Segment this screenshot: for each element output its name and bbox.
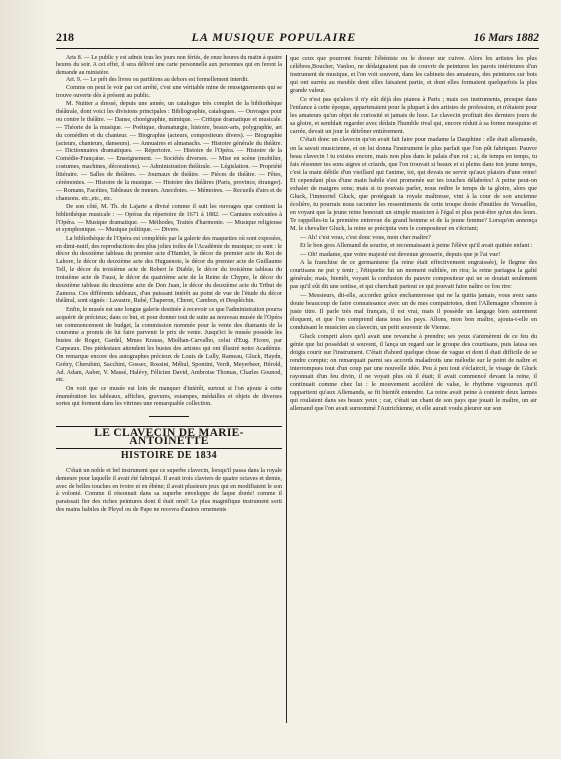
right-column [290,55,537,413]
paragraph: On voit que ce musée est loin de manquer d'intérêt, surtout si l'on ajoute à cette énumération les tableaux, affiches, gravures, estampes, médailles et objets de diverses sortes qui forment dans les vitrines une remarquable collection. [56,385,282,408]
article-8: Arts 8. — Le public y est admis tous les jours non fériés, de onze heures du matin à quatre heures du soir. A cet effet, il sera délivré une carte personnelle aux personnes qui en feront la demande au ministère. [56,55,282,76]
section-separator [149,416,189,417]
paragraph: La bibliothèque de l'Opéra est complétée par la galerie des maquettes où sont exposées, en dimi-nutif, des reproductions des plus jolies toiles de l'Académie de musique; ce sont : le décor du deuxième tableau du premier acte d'Hamlet, le décor du premier acte du Roi de Lahore, le décor du deuxième acte des Huguenots, le décor du premier acte de Guillaume Tell, le décor du troisième acte de Robert le Diable, le décor du troisième tableau du troisième acte de Faust, le décor du quatrième acte de la Reine de Chypre, le décor du deuxième tableau du deuxième acte de Don Juan, le décor du deuxième acte du Tribut de Zamora. Ces différents tableaux, d'un puissant intérêt au point de vue de l'étude du décor théâtral, sont signés : Lavastre, Rubé, Chaperon, Cheret, Cambon, et Despléchin. [56,235,282,305]
paragraph: — Ah! c'est vous, c'est donc vous, mon cher maître? [300,233,431,241]
paragraph: Gluck comprit alors qu'il avait une revanche à prendre; ses yeux s'animèrent de ce feu du génie que lui possédait si souvent, il lança un regard sur le groupe des courtisans, puis laissa ses doigts courir sur l'instrument. C'était d'abord quelque chose de vague et dont il était difficile de se rendre compte; on remarquait parmi ses accords maladroits une mélodie sur le point de naître et interrompues tout d'un coup par une nouvelle idée. Peu à peu tout s'éclaircit, le visage de Gluck rayonnait d'un feu divin, il ne voyait plus où il était; il avait commencé devant la reine, il continuait comme chez lui : le mouvement accéléré de valse, le rhythme vigoureux qu'il rappartient qu'aux Allemands, se fit bientôt entendre. La reine avait peine à contenir deux larmes qui roulaient dans ses beaux yeux ; car, c'était un chant de son pays que jouait le maître, un air allemand que l'on avait surnommé l'Autrichienne, et elle aurait voulu pleurer sur son [290,332,537,413]
header-rule [56,48,539,49]
paragraph: que ceux que pourront fournir l'ébéniste ou le doreur sur cuivre. Alors les artistes les plus célèbres,Boucher, Vanloo, ne dédaignaient pas de couvrir de peintures les parois intérieures d'un instrument de musique, et l'on voit souvent, dans les cabinets des amateurs, des peintures sur bois qui ont surréu au meuble dont elles faisaient partie, et dont elles formaient quelquefois la plus grande valeur. [290,55,537,95]
journal-title: LA MUSIQUE POPULAIRE [191,30,357,44]
page-number: 218 [56,30,74,44]
paragraph: Et le bon gros Allemand de sourire, et reconnaissant à peine l'élève qu'il avait quittée enfant : [300,242,533,250]
paragraph: Comme on peut le voir par cet arrêté, c'est une véritable mine de renseignements qui se trouve ouverte dès à présent au public. [56,85,282,100]
left-column [56,55,282,515]
paragraph: A la franchise de ce germanisme (la reine était effectivement engraissée), le flegme des courtisans ne put y tenir ; l'étiquette fut un moment oubliée, on rira; la reine partagea la gaîté générale; mais, bientôt, voyant la confusion du pauvre compositeur qui ne se doutait seulement pas qu'il eût dit une sottise, et qui cherchait partout ce qui pouvait faire naître ce fou rire: [290,259,537,291]
article-9: Art. 9. — Le prêt des livres ou partitions au dehors est formellement interdit. [66,77,249,84]
paragraph: C'était un noble et bel instrument que ce superbe clavecin, lorsqu'il passa dans la royale demeure pour laquelle il avait été fabriqué. Il avait trois claviers de quatre octaves et demie, avec de belles touches en ivoire et en ébène; il avait plusieurs jeux qui en modifiaient le son à volonté. Comme il résonnait dans sa superbe enveloppe de laque dorée! comme il paraissait fier des riches peintures dont il était orné! Le plus magnifique instrument sorti des mains habiles de Pleyel ou de Pape ne recevra d'autres ornements [56,467,282,514]
issue-date: 16 Mars 1882 [473,32,539,44]
article-title: LE CLAVECIN DE MARIE-ANTOINETTE [56,426,282,449]
paragraph: De son côté, M. Th. de Lajarte a divisé comme il suit les ouvrages que contient la bibliothèque musicale : — Opéras du répertoire de 1671 à 1882. — Cantates exécutées à l'Opéra. — Musique dramatique. — Méthodes, Traités d'harmonie. — Musique religieuse et symphonique. — Musique politique. — Divers. [56,203,282,234]
article-subtitle: HISTOIRE DE 1834 [120,449,218,461]
column-divider [286,55,287,723]
paragraph: Ce n'est pas qu'alors il n'y eût déjà des pianos à Paris ; mais ces instruments, presque dans l'enfance à cette époque, appartenaient pour la plupart à des artistes de profession, et n'étaient pour les amateurs qu'un objet de curiosité et jamais de luxe. Le clavecin profitait des derniers jours de sa gloire, et semblait regarder avec dédain l'humble rival qui, encore réduit à sa forme mesquine et carrée, devait un jour le détrôner entièrement. [290,95,537,135]
paragraph: — Oh! madame, que votre majesté est devenue grosserie, depuis que je l'ai vue! [300,250,501,258]
paragraph: Enfin, le musée est une longue galerie destinée à recevoir ce que l'administration pourra acquérir de précieux; dans ce but, et pour donner tout de suite au nouveau musée de l'Opéra un commencement de budget, la commission nommée pour la vente des diamants de la couronne a promis de lui faire parvenir le prix de vente. Jusqu'ici le musée possède les bustes de Roger, Gardel, Mmes Krauss, Miolhan-Carvalho, celui d'Eug. Ficore, par Carpeaux. Des piédestaux attendent les bustes des artistes qui ont illustré notre Académie. On remarque encore des autographes précieux de Louis de Lully, Rameau, Gluck, Haydn, Grétry, Cherubini, Sacchini, Gossec, Rossini, Méhul, Spontini, Verdi, Meyerbeer, Hérold, Ad. Adam, Auber, V. Massé, Halévy, Félicien David, Ambroise Thomas, Charles Gounod, etc. [56,306,282,384]
page-shadow [0,0,52,759]
paragraph: — Messieurs, dit-elle, accordez grâce enchanteresse qui ne la quitta jamais, vous avez sans doute beaucoup de faire connaissance avec un de mes compatriotes, dont l'Allemagne s'honore à juste titre. Il parle très mal français, il est vrai, mais il possède un langage bien autrement éloquent, et que l'on comprend dans tous les pays. Allons, mon bon maître, ajouta-t-elle en conduisant le musicien au clavecin, un petit souvenir de Vienne. [290,291,537,332]
paragraph: C'était donc un clavecin qu'on avait fait faire pour madame la Dauphine : elle était allemande, on la savait musicienne, et on lui donna l'instrument le plus parfait que l'on pût fabriquer. Pauvre beau clavecin ! tu existes encore, mais non plus dans le palais d'un roi ; si, de temps en temps, tu fais résonner tes sons aigres et criards, que l'on trouvait si beaux et si pleins dans ton jeune temps, c'est la main débile d'un vieillard qui t'anime, toi, qui devais ne servir qu'aux plaisirs d'une reine! Et cependant plus d'une main habile s'est promenée sur tes touches délabrées! A peine peut-on exhaler de maigres sons; mais si tu pouvais parler, nous redire le temps de ta gloire, alors que Gluck, l'immortel Gluck, que protégeait ta royale maîtresse, vint à la cour de son ancienne écolière, tu pourrais nous raconter les ressentiments de cette troupe dorée d'inutiles de Versailles, en voyant que la jeune reine honorait un simple musicien à l'égal et plus peut-être qu'un des leurs. Te rappelles-tu la première entrevue du grand homme et de la jeune femme? Lorsqu'on annonça M. le chevalier Gluck, la reine se précipita vers le compositeur en s'écriant; [290,136,537,232]
page-header [56,30,539,48]
article-heading [56,426,282,460]
paragraph: M. Nuitter a dressé, depuis une année, un catalogue très complet de la bibliothèque théâtrale, dont voici les divisions principales : Bibliographie, catalogues. — Ouvrages pour ou contre le théâtre. — Danse, chorégraphie, mimique. — Critique dramatique et musicale. — Théorie de la musique. — Poétique, dramaturgie, histoire, beaux-arts, polygraphie, art du comédien et du chanteur. — Biographie (acteurs, compositeurs divers). — Biographie (acteurs, chanteurs, danseurs). — Annuaires et almanachs. — Histoire générale du théâtre. — Dictionnaires dramatiques. — Répertoire. — Histoire de l'Opéra. — Histoire de la Comédie-Française. — Enseignement. — Sociétés diverses. — Mise en scène (mobilier, costumes, machines, décorations). — Administration théâtrale. — Législation. — Propriété littéraire. — Salles de théâtres. — Journaux de théâtre. — Pièces de théâtre. — Fêtes, cérémonies. — Histoire de la musique. — Histoire des théâtres (Paris, province, étranger). — Romans, Facéties, Tableaux de mœurs. Anecdotes. — Mémoires. — Recueils d'airs et de chansons. etc.,etc., etc. [56,101,283,202]
